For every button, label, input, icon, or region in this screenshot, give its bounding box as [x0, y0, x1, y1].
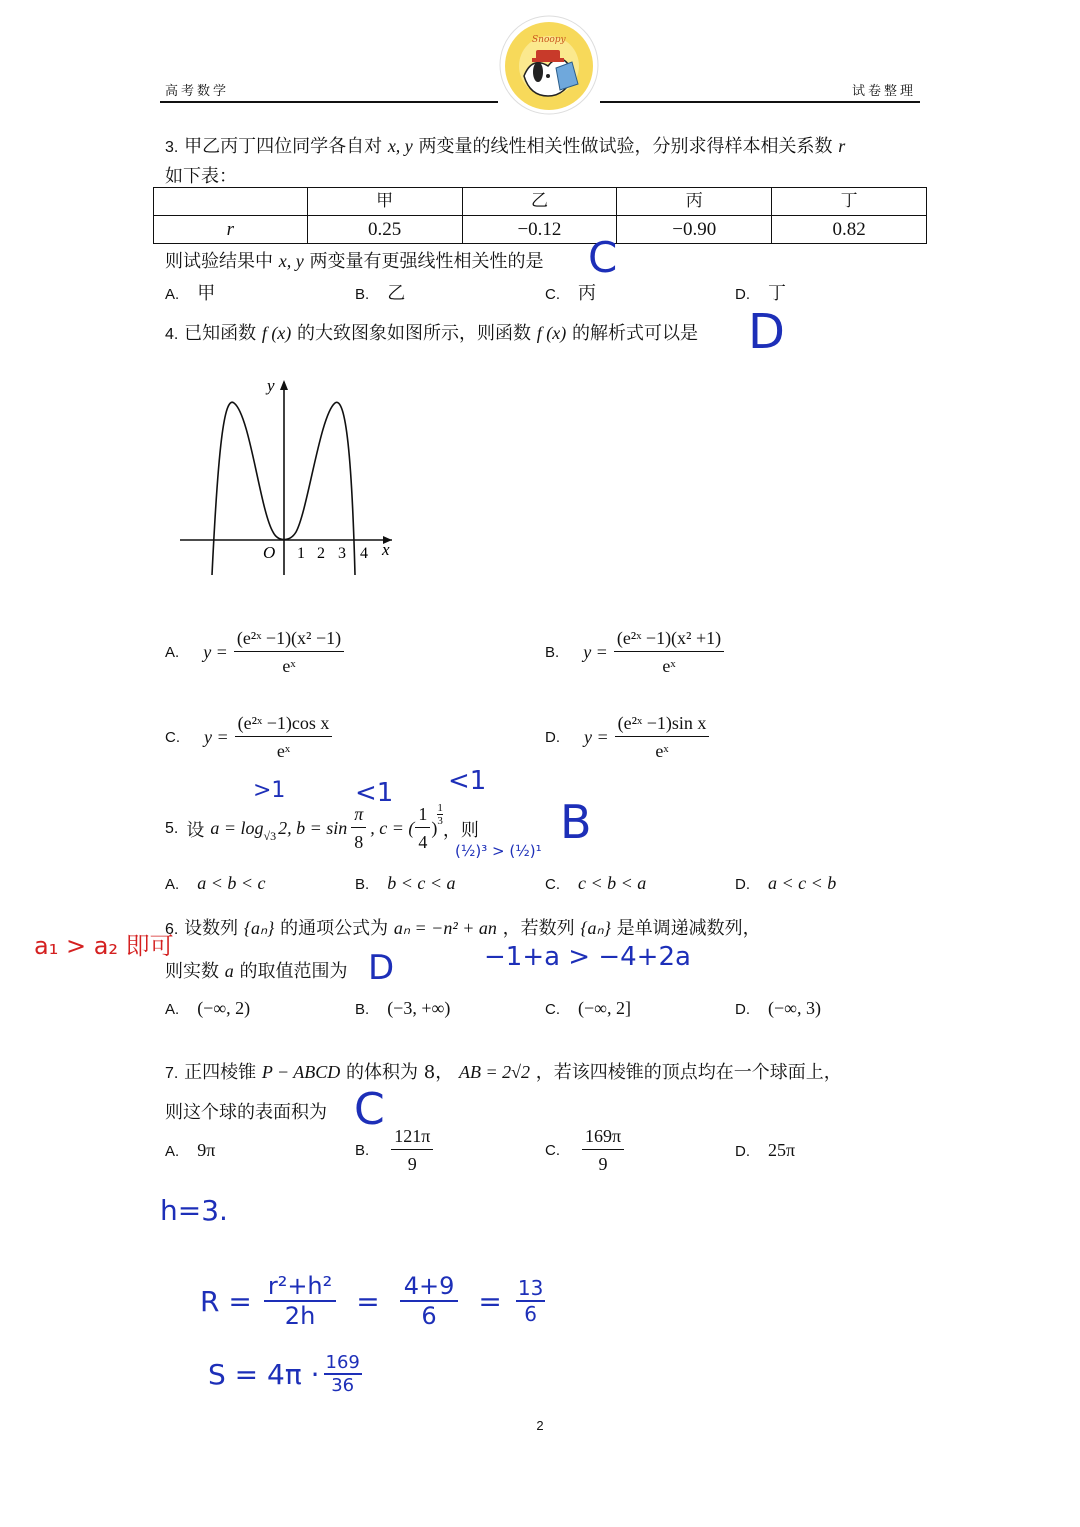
q6-line2-b: 的取值范围为: [239, 961, 348, 982]
handwritten-answer-q4: D: [748, 304, 785, 360]
option-text: c < b < a: [578, 873, 647, 893]
q6-var-a: a: [224, 961, 234, 981]
q6-number: 6.: [165, 921, 179, 938]
option-text: (−∞, 2]: [578, 998, 631, 1018]
fraction-denominator: 2h: [284, 1302, 316, 1330]
table-cell: −0.12: [462, 216, 617, 244]
handwritten-work-r: R = $\frac{\text{r²+h²}}{2h}$ = $\frac{4+9}{6}$ = $\frac{13}{6}$: [200, 1272, 544, 1330]
table-cell: 甲: [307, 188, 462, 216]
q7-number: 7.: [165, 1065, 179, 1082]
q4-text-a: 已知函数: [184, 323, 257, 344]
option-label: C.: [545, 1142, 560, 1159]
q6-line2-a: 则实数: [165, 961, 219, 982]
q3-question-a: 则试验结果中: [165, 251, 273, 272]
option-text: b < c < a: [387, 873, 456, 893]
option-text: 丁: [768, 283, 786, 304]
q7-option-d: [735, 1140, 795, 1161]
option-label: B.: [355, 1142, 370, 1159]
q3-number: 3.: [165, 139, 179, 156]
table-cell: 0.82: [772, 216, 927, 244]
option-label: B.: [355, 1001, 370, 1018]
fraction-denominator: eˣ: [282, 656, 296, 676]
option-label: C.: [545, 286, 560, 303]
fraction-denominator: 6: [421, 1302, 437, 1330]
q6-seq-2: {aₙ}: [580, 918, 611, 938]
q3-option-d: [735, 279, 786, 305]
option-label: B.: [545, 644, 560, 661]
option-label: C.: [165, 729, 180, 746]
header-rule-left: [160, 101, 498, 103]
q3-question-b: 两变量有更强线性相关性的是: [309, 251, 544, 272]
q5-a-log: a = log: [210, 818, 264, 838]
option-label: A.: [165, 286, 180, 303]
option-fraction: [235, 713, 333, 762]
fraction-numerator: 121π: [391, 1126, 433, 1150]
q7-text-a: 正四棱锥: [184, 1062, 257, 1083]
option-lhs: y =: [583, 642, 608, 662]
table-cell: 丙: [617, 188, 772, 216]
handwritten-answer-q6: D: [368, 948, 395, 988]
q3-option-a: [165, 279, 215, 305]
fraction-numerator: π: [351, 804, 366, 828]
option-fraction: [615, 713, 710, 762]
fraction-numerator: (e²ˣ −1)(x² −1): [234, 628, 344, 652]
correlation-table: [153, 187, 927, 244]
exponent-numerator: 1: [437, 802, 443, 814]
handwritten-answer-q3: C: [588, 233, 618, 282]
q3-option-b: [355, 279, 405, 305]
option-label: A.: [165, 644, 180, 661]
q4-fx: f (x): [261, 323, 292, 343]
option-lhs: y =: [203, 642, 228, 662]
option-text: (−∞, 2): [197, 998, 251, 1018]
q6-seq: {aₙ}: [243, 918, 275, 938]
fraction-numerator: 1: [415, 804, 430, 828]
q3-r: r: [838, 136, 846, 156]
q4-fx-2: f (x): [536, 323, 567, 343]
handwritten-note-q5-a: >1: [253, 778, 286, 803]
option-label: A.: [165, 1143, 180, 1160]
q6-stem: [165, 914, 761, 940]
option-label: D.: [735, 1143, 750, 1160]
q5-c-part: , c = (: [370, 818, 415, 838]
q6-option-b: [355, 998, 450, 1019]
fraction-numerator: 169π: [582, 1126, 624, 1150]
fraction-denominator: 36: [331, 1375, 355, 1396]
option-lhs: y =: [204, 727, 229, 747]
work-r-fraction-1: [264, 1272, 336, 1330]
option-label: B.: [355, 876, 370, 893]
q5-text-a: 设: [186, 819, 205, 841]
work-s-lhs: S = 4π ·: [208, 1357, 320, 1391]
handwritten-note-q5-d: (½)³ > (½)¹: [455, 842, 542, 860]
q7-text-b: 的体积为 8，: [346, 1062, 454, 1083]
q4-number: 4.: [165, 326, 179, 343]
option-label: D.: [545, 729, 560, 746]
q5-option-a: [165, 873, 265, 894]
q3-text-a: 甲乙丙丁四位同学各自对: [184, 136, 383, 157]
exponent-denominator: 3: [437, 815, 443, 827]
header-rule-right: [600, 101, 920, 103]
q5-a-arg: 2, b = sin: [278, 818, 348, 838]
option-lhs: y =: [584, 727, 609, 747]
q6-text-a: 设数列: [184, 918, 239, 939]
q7-text-c: ，若该四棱锥的顶点均在一个球面上，: [535, 1062, 842, 1083]
fraction-numerator: r²+h²: [264, 1272, 336, 1302]
q4-option-d: [545, 713, 713, 762]
table-header-row: [154, 188, 927, 216]
tick-label: 2: [317, 545, 325, 562]
q7-option-a: [165, 1140, 215, 1161]
q6-text-c: ，若数列: [502, 918, 575, 939]
fraction-numerator: (e²ˣ −1)cos x: [235, 713, 333, 737]
q7-option-c: [545, 1126, 628, 1175]
fraction-denominator: 8: [354, 832, 364, 852]
option-label: A.: [165, 1001, 180, 1018]
handwritten-note-q5-c: <1: [448, 766, 487, 796]
q7-stem: [165, 1058, 842, 1084]
q3-text-c: 如下表：: [165, 166, 237, 187]
fraction-denominator: 6: [524, 1302, 537, 1326]
table-row: [154, 216, 927, 244]
y-axis-label: y: [267, 376, 275, 395]
option-label: B.: [355, 286, 370, 303]
work-r-fraction-3: [516, 1276, 545, 1326]
table-cell: r: [154, 216, 308, 244]
option-fraction: [391, 1126, 433, 1175]
fraction-denominator: 9: [598, 1154, 608, 1174]
header-right-title: 试卷整理: [852, 84, 917, 99]
q3-question-vars: x, y: [278, 251, 304, 271]
option-fraction: [234, 628, 344, 677]
q6-option-c: [545, 998, 631, 1019]
handwritten-note-q6-red: a₁ > a₂ 即可: [34, 932, 174, 960]
fraction-denominator: eˣ: [662, 656, 676, 676]
fraction-denominator: eˣ: [276, 741, 291, 761]
option-text: 丙: [578, 283, 596, 304]
q5-one-quarter: [415, 804, 430, 853]
q5-pi-over-8: [351, 804, 366, 853]
q3-question: [165, 247, 543, 273]
q6-formula: aₙ = −n² + an: [393, 918, 497, 938]
y-axis-arrow: [280, 380, 288, 390]
q4-option-c: [165, 713, 336, 762]
option-label: D.: [735, 1001, 750, 1018]
fraction-numerator: (e²ˣ −1)sin x: [615, 713, 710, 737]
q5-log-base: √3: [263, 829, 277, 843]
q7-ab: AB = 2√2: [458, 1062, 530, 1082]
work-r-lhs: R =: [200, 1284, 252, 1318]
option-text: 25π: [768, 1140, 796, 1160]
page-number: 2: [536, 1418, 544, 1433]
q5-stem: 5. 设 a = log √3 2, b = sin $\frac{\pi}{8}$ , c = ( $\frac{1}{4}$ ) $\frac{1}{3}$ ，则: [165, 802, 479, 852]
q6-text-d: 是单调递减数列，: [616, 918, 761, 939]
logo-text: Snoopy: [532, 35, 566, 45]
option-text: 甲: [197, 283, 216, 304]
q6-text-b: 的通项公式为: [280, 918, 389, 939]
q3-option-c: [545, 279, 596, 305]
tick-label: 1: [297, 545, 305, 562]
fraction-numerator: 4+9: [400, 1272, 459, 1302]
fraction-numerator: 13: [517, 1276, 544, 1300]
q3-stem: [165, 132, 845, 158]
q4-text-b: 的大致图象如图所示，则函数: [297, 323, 532, 344]
handwritten-note-q6-blue: −1+a > −4+2a: [484, 942, 691, 972]
option-text: a < c < b: [768, 873, 837, 893]
option-text: (−∞, 3): [768, 998, 821, 1018]
option-label: C.: [545, 876, 560, 893]
work-s-fraction: [324, 1352, 362, 1396]
tick-label: 3: [338, 545, 346, 562]
tick-label: 4: [360, 545, 368, 562]
table-cell: [154, 188, 308, 216]
q4-text-c: 的解析式可以是: [571, 323, 698, 344]
q4-option-a: [165, 628, 348, 677]
option-label: C.: [545, 1001, 560, 1018]
table-cell: 丁: [772, 188, 927, 216]
table-cell: 乙: [462, 188, 617, 216]
handwritten-answer-q7: C: [354, 1084, 385, 1135]
q5-option-d: [735, 873, 836, 894]
option-text: 乙: [387, 283, 406, 304]
q5-option-c: [545, 873, 646, 894]
option-label: D.: [735, 286, 750, 303]
fraction-numerator: 169: [325, 1352, 360, 1373]
q3-vars: x, y: [387, 136, 413, 156]
fraction-numerator: (e²ˣ −1)(x² +1): [614, 628, 724, 652]
option-text: (−3, +∞): [387, 998, 451, 1018]
snoopy-logo: [498, 14, 600, 116]
option-label: A.: [165, 876, 180, 893]
x-axis-label: x: [382, 540, 390, 559]
option-text: a < b < c: [197, 873, 266, 893]
option-text: 9π: [197, 1140, 216, 1160]
q6-option-a: [165, 998, 250, 1019]
option-label: D.: [735, 876, 750, 893]
fraction-denominator: 4: [418, 832, 428, 852]
fraction-denominator: 9: [407, 1154, 417, 1174]
table-cell: 0.25: [307, 216, 462, 244]
fraction-denominator: eˣ: [655, 741, 669, 761]
table-cell: −0.90: [617, 216, 772, 244]
origin-label: O: [263, 543, 276, 562]
q6-line2: [165, 957, 347, 983]
q4-stem: [165, 319, 698, 345]
q7-line2: 则这个球的表面积为: [165, 1102, 327, 1123]
handwritten-work-h: h=3.: [160, 1194, 228, 1227]
handwritten-answer-q5: B: [560, 795, 592, 849]
header-left-title: 高考数学: [165, 84, 230, 99]
q5-exponent: [437, 802, 443, 827]
work-r-fraction-2: [400, 1272, 459, 1330]
q5-text-b: ，则: [442, 819, 479, 841]
function-graph: [170, 370, 410, 585]
handwritten-note-q5-b: <1: [355, 778, 394, 808]
q5-option-b: [355, 873, 455, 894]
q3-text-b: 两变量的线性相关性做试验，分别求得样本相关系数: [418, 136, 833, 157]
q5-number: 5.: [165, 819, 179, 837]
handwritten-work-s: [208, 1352, 362, 1396]
option-fraction: [614, 628, 724, 677]
q4-option-b: [545, 628, 728, 677]
q6-option-d: [735, 998, 821, 1019]
option-fraction: [582, 1126, 624, 1175]
q7-pyramid: P − ABCD: [261, 1062, 341, 1082]
